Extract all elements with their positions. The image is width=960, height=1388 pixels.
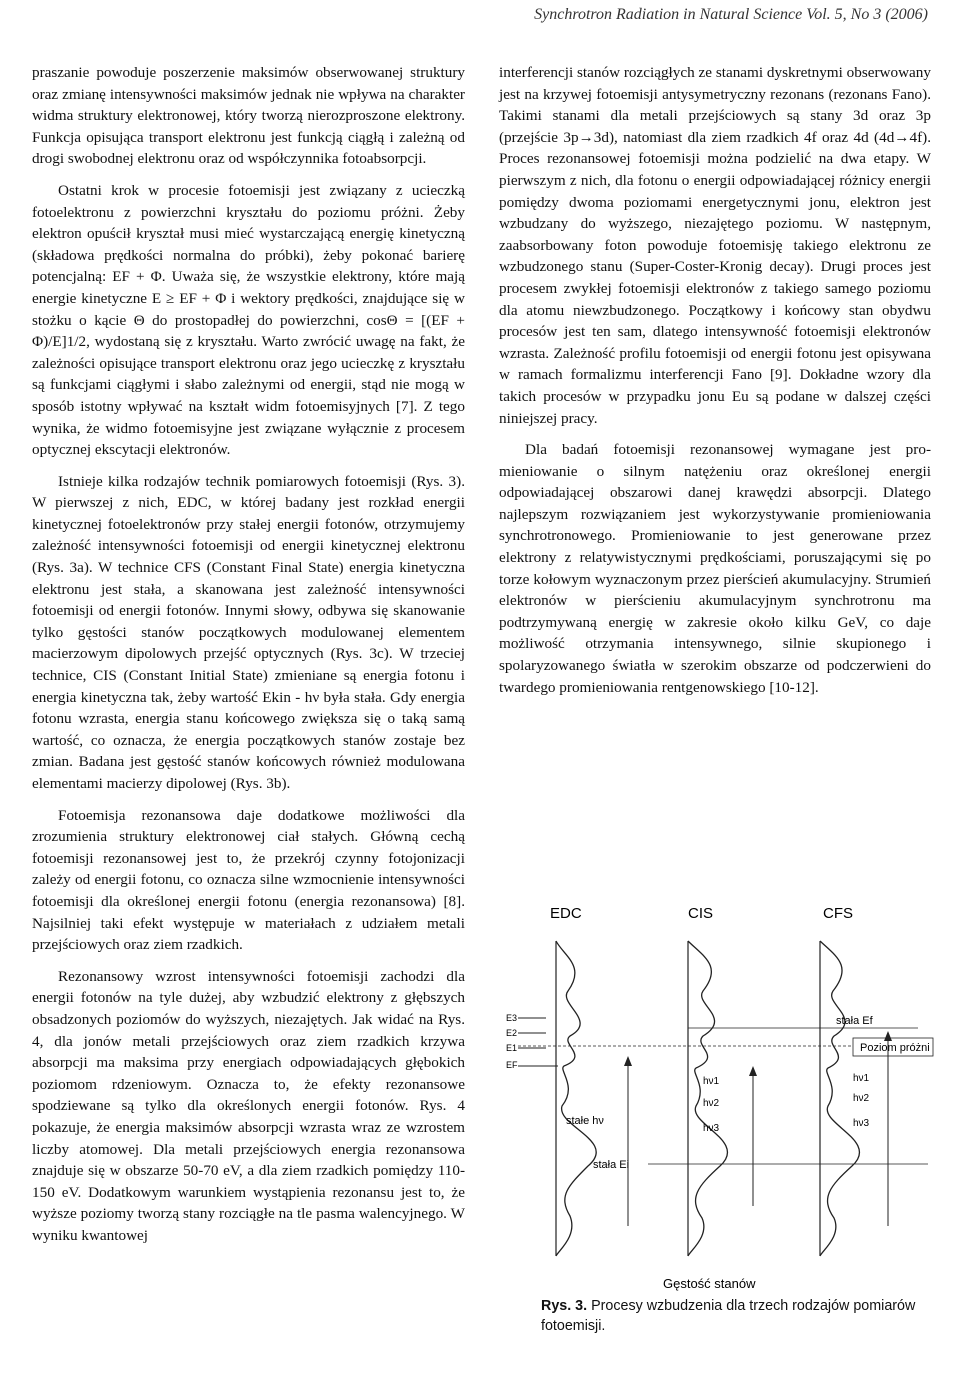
arrow-head	[749, 1066, 757, 1076]
vacuum-label: Poziom próżni	[860, 1042, 930, 1054]
paragraph: Istnieje kilka rodzajów technik pomiarowych fotoemisji (Rys. 3). W pierwszej z nich, EDC, w której badany jest rozkład energii kinetycznej fotoelektronów przy stałej energii fotonów, otrzymujemy zależność intensywności fotoemisji od energii kinetycznej elektronu (Rys. 3a). W technice CFS (Constant Final State) energia kinetyczna elektronu jest stała, a skanowana jest zależność intensywności fotoemisji od energii fotonów. Innymi słowy, odbywa się skanowanie tylko gęstości stanów początkowych modulowanej elementem macierzowym dipolowych przejść optycznych (Rys. 3c). W trzeciej technice, CIS (Constant Initial State) zmieniane są energia fotonu i energia kinetyczna tak, żeby wartość Ekin - hν była stała. Gdy energia fotonu wzrasta, energia stanu końcowego zwiększa się o taką samą wartość, co oznacza, że energia początkowych stanów zostaje bez zmian. Badana jest gęstość stanów końcowych również modulowana elementami macierzy dipolowej (Rys. 3b).	[32, 472, 465, 792]
panel-title-edc: EDC	[550, 905, 582, 922]
const-hv-label: stałe hν	[566, 1115, 604, 1127]
photoemission-diagram	[498, 896, 938, 1296]
arrow-head	[624, 1056, 632, 1066]
hv1-label-cis: hν1	[703, 1076, 720, 1087]
level-label-e3: E3	[506, 1013, 518, 1023]
paragraph: praszanie powoduje poszerzenie maksimów obserwowanej struktury oraz zmianę intensywności maksimów jednak nie wpływa na charakter widma struktury elektronowej, który tworzą nierozproszone elektrony. Funkcja opisująca transport elektronu jest funkcją ciągłą i zależną od drogi swobodnej elektronu oraz od współczynnika fotoabsorpcji.	[32, 64, 465, 168]
edc-curve	[556, 941, 596, 1256]
panel-title-cfs: CFS	[823, 905, 853, 922]
figure-3	[498, 896, 938, 1316]
level-label-e2: E2	[506, 1028, 518, 1038]
initial-state-label: stała Ei	[593, 1159, 630, 1171]
paragraph: Dla badań fotoemisji rezonansowej wymagane jest promieniowanie o silnym natężeniu oraz określonej energii odpowiadającej obszarowi danej krawędzi absorpcji. Dlatego najlepszym rozwiązaniem jest wykorzystywanie promieniowania synchrotronowego. Promieniowanie to jest generowane przez elektrony z relatywistycznymi prędkościami, poruszającymi się po torze kołowym wyznaczonym przez pierścień akumulacyjny. Strumień elektronów w pierścieniu akumulacyjnym synchrotronu ma podtrzymywaną energię w zakresie około kilku GeV, co daje możliwość otrzymania intensywnego, silnie skupionego i spolaryzowanego światła w szerokim obszarze od podczerwieni do twardego promieniowania rentgenowskiego [10-12].	[499, 441, 931, 696]
panel-title-cis: CIS	[688, 905, 714, 922]
running-header: Synchrotron Radiation in Natural Science Vol. 5, No 3 (2006)	[534, 6, 928, 23]
hv3-label-cis: hν3	[703, 1123, 720, 1134]
right-column	[499, 62, 931, 708]
left-column	[32, 62, 465, 1256]
paragraph: interferencji stanów rozciągłych ze stanami dyskretnymi obserwowany jest na krzywej fotoemisji antysymetryczny rezonans (rezonans Fano). Takimi stanami dla metali przejściowych są stany 3d oraz 3p (przejście 3p→3d), natomiast dla ziem rzadkich 4f oraz 4d (4d→4f). Proces rezonansowej fotoemisji można podzielić na dwa etapy. W pierwszym z nich, dla fotonu o energii odpowiadającej różnicy energii pomiędzy dwoma poziomami energetycznymi jonu, elektron jest wzbudzany do wyższego, niezajętego poziomu. W następnym, zaabsorbowany foton powoduje fotoemisję takiego elektronu ze wzbudzonego stanu (Super-Coster-Kronig decay). Drugi proces jest procesem zwykłej fotoemisji elektronów z takiego samego poziomu dla atomu niewzbudzonego. Początkowy i końcowy stan obydwu procesów jest ten sam, dlatego intensywność fotoemisji elektronów wzrasta. Zależność profilu fotoemisji od energii fotonu jest opisywana w ramach formalizmu interferencji Fano [9]. Dokładne wzory dla takich procesów w przypadku jonu Eu są podane w dalszej części niniejszej pracy.	[499, 64, 931, 427]
caption-text: Procesy wzbudzenia dla trzech rodzajów pomiarów fotoemisji.	[541, 1298, 916, 1334]
level-label-e1: E1	[506, 1043, 518, 1053]
arrow-head	[884, 1031, 892, 1041]
paragraph: Ostatni krok w procesie fotoemisji jest związany z ucieczką fotoelektronu z powierzchni kryształu do poziomu próżni. Żeby elektron opuścił kryształ musi mieć wystarczającą energię kinetyczną (składowa prędkości normalna do próbki), żeby pokonać barierę potencjalną: EF + Φ. Uważa się, że wszystkie elektrony, które mają energie kinetyczne E ≥ EF + Φ i wektory prędkości, znajdujące się w stożku o kącie Θ do prostopadłej do powierzchni, cosΘ = [(EF + Φ)/E]1/2, wydostaną się z kryształu. Warto zwrócić uwagę na fakt, że zależności opisujące transport elektronu oraz jego ucieczkę z kryształu są funkcjami ciągłymi i słabo zależnymi od energii, stąd nie mogą w sposób istotny wpływać na kształt widm fotoemisyjnych [7]. Z tego wynika, że widmo fotoemisyjne jest związane wyłącznie z procesem optycznej ekscytacji elektronów.	[32, 181, 465, 459]
dos-label: Gęstość stanów	[663, 1276, 756, 1291]
level-label-ef: EF	[506, 1060, 518, 1070]
hv2-label: hν2	[853, 1093, 870, 1104]
paragraph: Fotoemisja rezonansowa daje dodatkowe możliwości dla zrozumienia struktury elektronowej ciał stałych. Główną cechą fotoemisji rezonansowej jest to, że przekrój czynny fotojonizacji zależy od energii fotonu, co oznacza silne wzmocnienie intensywności fotoemisji dla określonej energii fotonu (energia rezonansowa) [8]. Najsilniej taki efekt występuje w materiałach z udziałem metali przejściowych oraz ziem rzadkich.	[32, 806, 465, 954]
figure-caption	[541, 1296, 931, 1336]
hv2-label-cis: hν2	[703, 1098, 720, 1109]
hv1-label: hν1	[853, 1073, 870, 1084]
paragraph: Rezonansowy wzrost intensywności fotoemisji zachodzi dla energii fotonów na tyle dużej, aby wzbudzić elektrony z głębszych obsadzonych poziomów do wyższych, niezajętych. Jak widać na Rys. 4, dla jonów metali przejściowych oraz ziem rzadkich krzywa absorpcji ma maksima przy energiach odpowiadających głębokich poziomom rdzeniowym. Oznacza to, że efekty rezonansowe spodziewane są tylko dla określonych energii fotonów. Rys. 4 pokazuje, że energia maksimów absorpcji wzrasta wraz ze wzrostem liczby atomowej. Dla metali przejściowych energia rezonansowa znajduje się w obszarze 50-70 eV, a dla ziem rzadkich pomiędzy 110-150 eV. Dodatkowym warunkiem wystąpienia rezonansu jest to, że wyższe poziomy tworzą stany rozciągłe na tle pasma walencyjnego. W wyniku kwantowej	[32, 967, 465, 1244]
final-state-label: stała Ef	[836, 1015, 873, 1027]
caption-label: Rys. 3.	[541, 1298, 588, 1314]
hv3-label: hν3	[853, 1118, 870, 1129]
